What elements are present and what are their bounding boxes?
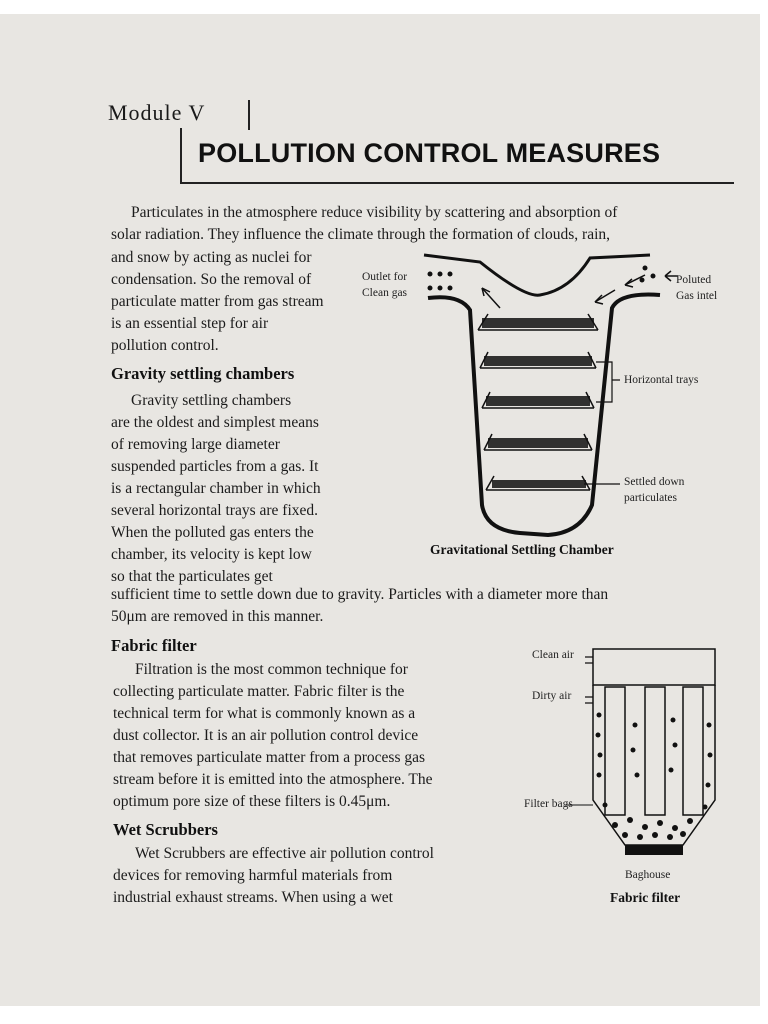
wet-line-2: devices for removing harmful materials from xyxy=(113,867,393,884)
label-poluted: Poluted xyxy=(676,274,712,286)
gravity-line-5: is a rectangular chamber in which xyxy=(111,480,321,497)
intro-line-6: is an essential step for air xyxy=(111,315,269,332)
label-settled-2: particulates xyxy=(624,492,678,504)
intro-line-1: Particulates in the atmosphere reduce visibility by scattering and absorption of xyxy=(131,204,618,221)
gravity-line-3: of removing large diameter xyxy=(111,436,280,453)
label-gas-inlet: Gas intel xyxy=(676,290,718,302)
label-outlet: Outlet for xyxy=(362,271,408,283)
heading-fabric: Fabric filter xyxy=(111,636,197,655)
intro-line-3: and snow by acting as nuclei for xyxy=(111,249,312,266)
fabric-filter-diagram xyxy=(565,645,725,870)
gravity-line-2: are the oldest and simplest means xyxy=(111,414,319,431)
heading-gravity: Gravity settling chambers xyxy=(111,364,295,383)
fabric-line-4: dust collector. It is an air pollution control device xyxy=(113,727,419,744)
page-title: POLLUTION CONTROL MEASURES xyxy=(198,138,661,168)
caption-fabric-filter: Fabric filter xyxy=(610,890,681,905)
gravity-line-8: chamber, its velocity is kept low xyxy=(111,546,312,563)
label-filter-bags: Filter bags xyxy=(524,798,573,810)
gravity-line-7: When the polluted gas enters the xyxy=(111,524,314,541)
gravity-line-1: Gravity settling chambers xyxy=(131,392,292,409)
gravity-line-4: suspended particles from a gas. It xyxy=(111,458,319,475)
intro-line-2: solar radiation. They influence the climate through the formation of clouds, rain, xyxy=(111,226,611,243)
label-baghouse: Baghouse xyxy=(625,869,671,881)
module-text: Module V xyxy=(108,100,206,125)
heading-wet-scrubbers: Wet Scrubbers xyxy=(113,820,218,839)
label-dirty-air: Dirty air xyxy=(532,690,572,702)
fabric-line-1: Filtration is the most common technique for xyxy=(135,661,408,678)
fabric-line-3: technical term for what is commonly known as a xyxy=(113,705,416,722)
fabric-line-6: stream before it is emitted into the atmosphere. The xyxy=(113,771,433,788)
label-clean-gas: Clean gas xyxy=(362,287,408,299)
gravity-line-6: several horizontal trays are fixed. xyxy=(111,502,319,519)
intro-line-4: condensation. So the removal of xyxy=(111,271,312,288)
intro-line-5: particulate matter from gas stream xyxy=(111,293,324,310)
label-settled-1: Settled down xyxy=(624,476,685,488)
module-label xyxy=(108,100,250,130)
wet-line-3: industrial exhaust streams. When using a wet xyxy=(113,889,393,906)
fabric-line-7: optimum pore size of these filters is 0.45μm. xyxy=(113,793,391,810)
caption-settling-chamber: Gravitational Settling Chamber xyxy=(430,542,614,557)
gravity-line-10: sufficient time to settle down due to gravity. Particles with a diameter more than xyxy=(111,586,609,603)
gravity-line-9: so that the particulates get xyxy=(111,568,273,585)
wet-line-1: Wet Scrubbers are effective air pollution control xyxy=(135,845,434,862)
fabric-line-2: collecting particulate matter. Fabric filter is the xyxy=(113,683,405,700)
label-clean-air: Clean air xyxy=(532,649,574,661)
fabric-line-5: that removes particulate matter from a process gas xyxy=(113,749,426,766)
label-horizontal-trays: Horizontal trays xyxy=(624,374,699,386)
intro-line-7: pollution control. xyxy=(111,337,219,354)
gravity-line-11: 50μm are removed in this manner. xyxy=(111,608,324,625)
